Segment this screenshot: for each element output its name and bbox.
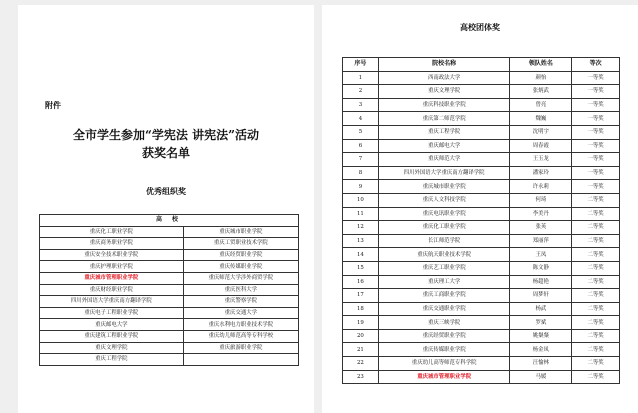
- table-row: [343, 125, 620, 139]
- school-cell: 重庆城市管理职业学院: [40, 272, 184, 284]
- right-document-page: [322, 5, 638, 413]
- table-row: [343, 343, 620, 357]
- index-cell: 23: [343, 370, 379, 384]
- table-row: [343, 85, 620, 99]
- index-cell: 1: [343, 71, 379, 85]
- leader-name-cell: 张炳武: [510, 85, 572, 99]
- school-name-cell: 重庆第二师范学院: [378, 112, 510, 126]
- award-level-cell: 二等奖: [572, 248, 620, 262]
- leader-name-cell: 周梦轩: [510, 289, 572, 303]
- leader-name-cell: 陈文静: [510, 261, 572, 275]
- leader-name-cell: 马媛: [510, 370, 572, 384]
- school-name-cell: 重庆科技职业学院: [378, 98, 510, 112]
- index-cell: 10: [343, 193, 379, 207]
- award-level-cell: 一等奖: [572, 125, 620, 139]
- school-cell: 重庆安全技术职业学院: [40, 249, 184, 261]
- school-cell: 重庆商务职业学院: [40, 238, 184, 250]
- index-cell: 5: [343, 125, 379, 139]
- table-row: [40, 226, 299, 238]
- leader-name-cell: 周春霞: [510, 139, 572, 153]
- leader-name-cell: 汪愉林: [510, 357, 572, 371]
- index-cell: 20: [343, 329, 379, 343]
- school-name-cell: 重庆艺工职业学院: [378, 261, 510, 275]
- award-level-cell: 二等奖: [572, 221, 620, 235]
- index-cell: 11: [343, 207, 379, 221]
- award-level-cell: 二等奖: [572, 329, 620, 343]
- section-title-team-award: 高校团体奖: [460, 22, 500, 32]
- school-name-cell: 重庆化工职业学院: [378, 221, 510, 235]
- leader-name-cell: 颜怡: [510, 71, 572, 85]
- table-row: [343, 153, 620, 167]
- award-level-cell: 二等奖: [572, 302, 620, 316]
- table-row: [343, 193, 620, 207]
- table-row: [40, 261, 299, 273]
- award-level-cell: 二等奖: [572, 207, 620, 221]
- index-cell: 2: [343, 85, 379, 99]
- leader-name-cell: 杨超艳: [510, 275, 572, 289]
- school-cell: 重庆文理学院: [40, 342, 184, 354]
- leader-name-cell: 杨武: [510, 302, 572, 316]
- index-cell: 18: [343, 302, 379, 316]
- award-level-cell: 一等奖: [572, 85, 620, 99]
- school-cell: 重庆护理职业学院: [40, 261, 184, 273]
- organization-award-table: [39, 214, 299, 366]
- index-cell: 8: [343, 166, 379, 180]
- table-row: [343, 248, 620, 262]
- table-row: [343, 289, 620, 303]
- school-name-cell: 长江师范学院: [378, 234, 510, 248]
- school-cell: 重庆医科大学: [183, 284, 298, 296]
- award-level-cell: 一等奖: [572, 153, 620, 167]
- table-row: [40, 330, 299, 342]
- award-level-cell: 一等奖: [572, 98, 620, 112]
- award-level-cell: 二等奖: [572, 261, 620, 275]
- table-row: [343, 234, 620, 248]
- award-level-cell: 二等奖: [572, 234, 620, 248]
- school-cell: 重庆师范大学涉外商贸学院: [183, 272, 298, 284]
- award-level-cell: 一等奖: [572, 71, 620, 85]
- school-cell: [183, 354, 298, 366]
- table-row: [40, 284, 299, 296]
- school-name-cell: 西南政法大学: [378, 71, 510, 85]
- leader-name-cell: 何琦: [510, 193, 572, 207]
- school-name-cell: 重庆传媒职业学院: [378, 343, 510, 357]
- leader-name-cell: 张英: [510, 221, 572, 235]
- table-row: [343, 71, 620, 85]
- school-name-cell: 重庆城市管理职业学院: [378, 370, 510, 384]
- award-level-cell: 二等奖: [572, 370, 620, 384]
- award-level-cell: 二等奖: [572, 193, 620, 207]
- table-row: [40, 354, 299, 366]
- leader-name-cell: 李美丹: [510, 207, 572, 221]
- header-leader-name: 领队姓名: [510, 58, 572, 72]
- table-row: [343, 98, 620, 112]
- team-award-table: [342, 57, 620, 384]
- school-cell: 重庆经贸职业学院: [183, 249, 298, 261]
- table-row: [343, 139, 620, 153]
- leader-name-cell: 王玉龙: [510, 153, 572, 167]
- header-school-name: 院校名称: [378, 58, 510, 72]
- school-name-cell: 重庆航天职业技术学院: [378, 248, 510, 262]
- leader-name-cell: 魏巍: [510, 112, 572, 126]
- table-row: [343, 302, 620, 316]
- table-row: [40, 249, 299, 261]
- header-index: 序号: [343, 58, 379, 72]
- school-cell: 重庆警察学院: [183, 296, 298, 308]
- table-row: [343, 221, 620, 235]
- index-cell: 16: [343, 275, 379, 289]
- school-name-cell: 重庆经贸职业学院: [378, 329, 510, 343]
- table-header-row: [40, 215, 299, 227]
- table-row: [343, 275, 620, 289]
- school-name-cell: 重庆幼儿高等师范专科学院: [378, 357, 510, 371]
- leader-name-cell: 杨金凤: [510, 343, 572, 357]
- index-cell: 19: [343, 316, 379, 330]
- award-level-cell: 一等奖: [572, 139, 620, 153]
- award-level-cell: 二等奖: [572, 343, 620, 357]
- award-level-cell: 二等奖: [572, 289, 620, 303]
- table-row: [40, 238, 299, 250]
- award-level-cell: 一等奖: [572, 166, 620, 180]
- leader-name-cell: 曾亮: [510, 98, 572, 112]
- document-title: 全市学生参加“学宪法 讲宪法”活动: [73, 128, 259, 142]
- index-cell: 12: [343, 221, 379, 235]
- index-cell: 3: [343, 98, 379, 112]
- school-cell: 四川外国语大学重庆南方翻译学院: [40, 296, 184, 308]
- table-row: [40, 296, 299, 308]
- school-cell: 重庆建筑工程职业学院: [40, 330, 184, 342]
- table-row: [40, 272, 299, 284]
- table-row: [343, 329, 620, 343]
- table-row: [40, 307, 299, 319]
- school-name-cell: 重庆邮电大学: [378, 139, 510, 153]
- school-cell: 重庆旅游职业学院: [183, 342, 298, 354]
- school-name-cell: 重庆城市职业学院: [378, 180, 510, 194]
- index-cell: 9: [343, 180, 379, 194]
- leader-name-cell: 潘家玲: [510, 166, 572, 180]
- index-cell: 21: [343, 343, 379, 357]
- table-row: [343, 166, 620, 180]
- school-cell: 重庆邮电大学: [40, 319, 184, 331]
- school-cell: 重庆化工职业学院: [40, 226, 184, 238]
- leader-name-cell: 王凤: [510, 248, 572, 262]
- leader-name-cell: 姚粲粲: [510, 329, 572, 343]
- school-name-cell: 重庆电讯职业学院: [378, 207, 510, 221]
- index-cell: 13: [343, 234, 379, 248]
- school-cell: 重庆城市职业学院: [183, 226, 298, 238]
- school-cell: 重庆交通大学: [183, 307, 298, 319]
- table-row: [343, 370, 620, 384]
- leader-name-cell: 沈明宇: [510, 125, 572, 139]
- index-cell: 22: [343, 357, 379, 371]
- school-name-cell: 重庆交通职业学院: [378, 302, 510, 316]
- table-row: [343, 261, 620, 275]
- attachment-label: 附件: [45, 100, 61, 110]
- award-level-cell: 二等奖: [572, 275, 620, 289]
- table-row: [40, 342, 299, 354]
- award-level-cell: 一等奖: [572, 112, 620, 126]
- table-row: [343, 357, 620, 371]
- index-cell: 7: [343, 153, 379, 167]
- index-cell: 4: [343, 112, 379, 126]
- school-cell: 重庆幼儿师范高等专科学校: [183, 330, 298, 342]
- school-name-cell: 重庆三峡学院: [378, 316, 510, 330]
- section-title-organization-award: 优秀组织奖: [146, 186, 186, 196]
- school-name-cell: 重庆师范大学: [378, 153, 510, 167]
- leader-name-cell: 许永莉: [510, 180, 572, 194]
- table-row: [343, 112, 620, 126]
- left-document-page: [18, 5, 314, 413]
- table-row: [343, 180, 620, 194]
- school-cell: 重庆工贸职业技术学院: [183, 238, 298, 250]
- school-cell: 重庆电子工程职业学院: [40, 307, 184, 319]
- header-award-level: 等次: [572, 58, 620, 72]
- school-cell: 重庆水利电力职业技术学院: [183, 319, 298, 331]
- award-level-cell: 二等奖: [572, 316, 620, 330]
- school-name-cell: 重庆文理学院: [378, 85, 510, 99]
- index-cell: 14: [343, 248, 379, 262]
- table-row: [40, 319, 299, 331]
- index-cell: 6: [343, 139, 379, 153]
- document-subtitle: 获奖名单: [141, 146, 190, 160]
- school-name-cell: 重庆工程学院: [378, 125, 510, 139]
- school-cell: 重庆工程学院: [40, 354, 184, 366]
- award-level-cell: 二等奖: [572, 357, 620, 371]
- table-row: [343, 316, 620, 330]
- table-header-cell: 高 校: [40, 215, 299, 227]
- school-name-cell: 重庆理工大学: [378, 275, 510, 289]
- school-name-cell: 重庆人文科技学院: [378, 193, 510, 207]
- index-cell: 15: [343, 261, 379, 275]
- school-cell: 重庆财经职业学院: [40, 284, 184, 296]
- school-name-cell: 四川外国语大学重庆南方翻译学院: [378, 166, 510, 180]
- leader-name-cell: 罗斌: [510, 316, 572, 330]
- school-cell: 重庆传媒职业学院: [183, 261, 298, 273]
- index-cell: 17: [343, 289, 379, 303]
- award-level-cell: 一等奖: [572, 180, 620, 194]
- school-name-cell: 重庆工商职业学院: [378, 289, 510, 303]
- table-row: [343, 207, 620, 221]
- table-header-row: [343, 58, 620, 72]
- leader-name-cell: 郑丽萍: [510, 234, 572, 248]
